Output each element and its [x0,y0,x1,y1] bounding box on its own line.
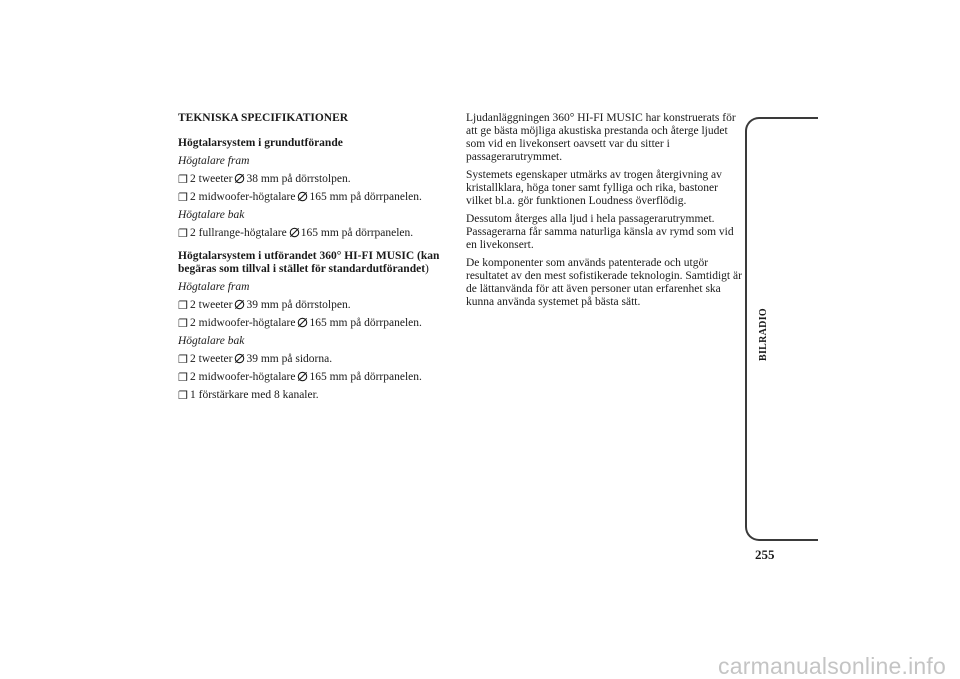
checkbox-bullet-icon: ❐ [178,300,188,312]
checkbox-bullet-icon: ❐ [178,318,188,330]
hifi-front-label: Högtalare fram [178,281,250,293]
diameter-icon [234,173,245,184]
diameter-icon [297,371,308,382]
list-item: ❐ 2 fullrange-högtalare 165 mm på dörrpanelen. [178,227,414,240]
standard-front-label: Högtalare fram [178,155,250,167]
list-item: ❐ 2 midwoofer-högtalare 165 mm på dörrpanelen. [178,371,422,384]
checkbox-bullet-icon: ❐ [178,192,188,204]
diameter-icon [289,227,300,238]
right-column [466,112,744,314]
chapter-tab [745,117,818,541]
list-item: ❐ 2 midwoofer-högtalare 165 mm på dörrpanelen. [178,317,422,330]
checkbox-bullet-icon: ❐ [178,174,188,186]
paragraph: Dessutom återges alla ljud i hela passagerarutrymmet. Passagerarna får samma naturliga känsla av rymd som vid en livekonsert. [466,213,734,251]
list-item: ❐ 2 midwoofer-högtalare 165 mm på dörrpanelen. [178,191,422,204]
checkbox-bullet-icon: ❐ [178,372,188,384]
page-number: 255 [755,547,775,562]
chapter-label: BILRADIO [758,308,769,362]
standard-rear-label: Högtalare bak [178,209,245,221]
section-title: TEKNISKA SPECIFIKATIONER [178,112,349,124]
diameter-icon [297,317,308,328]
left-column [178,112,456,407]
paragraph: De komponenter som används patenterade och utgör resultatet av den mest sofistikerade teknologin. Samtidigt är de lättanvända för att även personer utan erfarenhet ska kunna använda systemet på bästa sätt. [466,257,742,308]
list-item: ❐ 2 tweeter 39 mm på sidorna. [178,353,333,366]
paragraph: Systemets egenskaper utmärks av trogen återgivning av kristallklara, höga toner samt fylliga och rika, bastoner vilket bl.a. gör funktionen Loudness överflödig. [466,169,722,207]
watermark: carmanualsonline.info [718,653,946,679]
checkbox-bullet-icon: ❐ [178,354,188,366]
paragraph: Ljudanläggningen 360° HI-FI MUSIC har konstruerats för att ge bästa möjliga akustiska prestanda och återge ljudet som vid en livekonsert oavsett var du sitter i passagerarutrymmet. [466,112,736,163]
hifi-rear-label: Högtalare bak [178,335,245,347]
diameter-icon [234,299,245,310]
list-item: ❐ 2 tweeter 38 mm på dörrstolpen. [178,173,351,186]
list-item: ❐ 1 förstärkare med 8 kanaler. [178,389,319,402]
standard-system-heading: Högtalarsystem i grundutförande [178,137,343,149]
checkbox-bullet-icon: ❐ [178,390,188,402]
diameter-icon [297,191,308,202]
list-item: ❐ 2 tweeter 39 mm på dörrstolpen. [178,299,351,312]
hifi-system-heading: Högtalarsystem i utförandet 360° HI-FI MUSIC (kan begäras som tillval i stället för standardutförandet) [178,250,440,275]
diameter-icon [234,353,245,364]
checkbox-bullet-icon: ❐ [178,228,188,240]
